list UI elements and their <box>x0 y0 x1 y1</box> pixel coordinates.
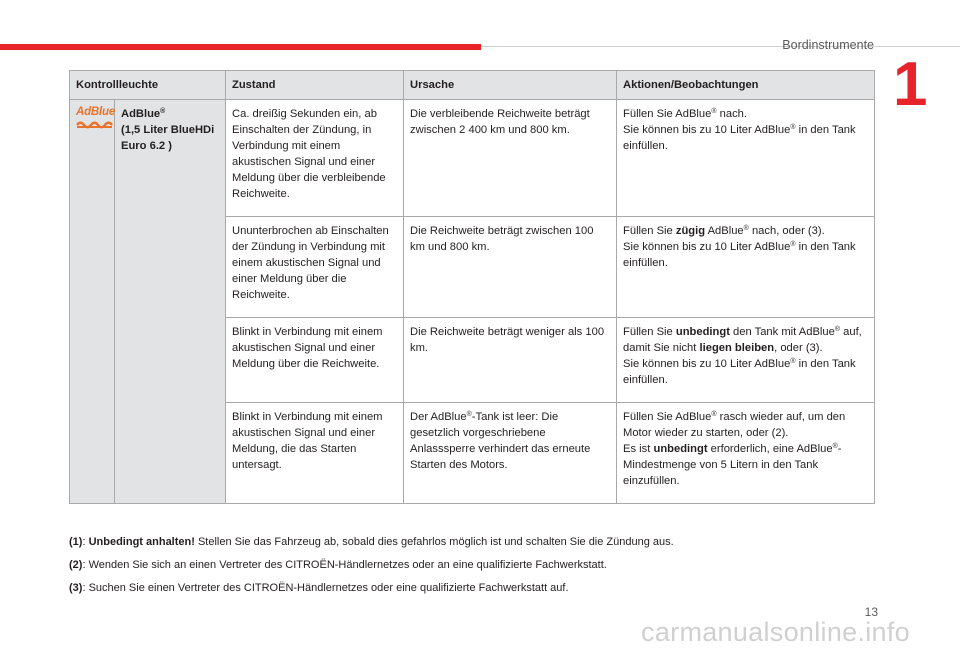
footnote-3 <box>69 581 899 595</box>
aktionen-cell <box>617 318 875 403</box>
footnote-text: : Suchen Sie einen Vertreter des CITROËN-Händlernetzes oder eine qualifizierte Fachwerkstatt auf. <box>82 582 569 594</box>
action-text: in den Tank einfüllen. <box>623 124 856 152</box>
header-ursache: Ursache <box>404 71 617 100</box>
aktionen-cell <box>617 100 875 217</box>
action-text: den Tank mit AdBlue <box>729 326 835 338</box>
registered-mark: ® <box>466 411 472 418</box>
footnote-ref: (3) <box>69 582 83 594</box>
action-text: Sie können bis zu 10 Liter AdBlue <box>623 358 791 370</box>
footnote-emphasis: Unbedingt anhalten! <box>88 536 195 548</box>
page-number: 13 <box>864 605 878 619</box>
cause-text: Der AdBlue <box>410 411 467 423</box>
ursache-cell: Die verbleibende Reichweite beträgt zwischen 2 400 km und 800 km. <box>404 100 617 217</box>
header-kontrollleuchte: Kontrollleuchte <box>70 71 226 100</box>
footnote-text: : Wenden Sie sich an einen Vertreter des CITROËN-Händlernetzes oder an eine qualifizierte Fachwerkstatt. <box>82 559 607 571</box>
table-header-row <box>70 71 875 100</box>
footnote-ref: (2) <box>69 559 83 571</box>
warning-name: AdBlue <box>121 108 161 120</box>
registered-mark: ® <box>711 108 717 115</box>
action-text: -Mindestmenge von 5 Litern in den Tank einzufüllen. <box>623 443 842 487</box>
watermark: carmanualsonline.info <box>641 617 910 647</box>
warning-name-cell <box>115 100 226 504</box>
action-emphasis: liegen bleiben <box>699 342 775 354</box>
action-text: , oder (3). <box>774 342 823 354</box>
header-divider <box>481 46 960 47</box>
aktionen-cell <box>617 403 875 504</box>
registered-mark: ® <box>790 124 796 131</box>
footnote-2 <box>69 558 899 572</box>
action-text: nach. <box>716 108 747 120</box>
zustand-cell: Ca. dreißig Sekunden ein, ab Einschalten der Zündung, in Verbindung mit einem akustischen Signal und einer Meldung über die verbleibende Reichweite. <box>226 100 404 217</box>
footnote-ref: (1) <box>69 536 83 548</box>
header-zustand: Zustand <box>226 71 404 100</box>
aktionen-cell <box>617 217 875 318</box>
chapter-number: 1 <box>893 50 928 119</box>
adblue-warning-icon <box>76 106 116 134</box>
action-emphasis: unbedingt <box>675 326 730 338</box>
zustand-cell: Ununterbrochen ab Einschalten der Zündung in Verbindung mit einem akustischen Signal und einer Meldung über die Reichweite. <box>226 217 404 318</box>
registered-mark: ® <box>743 225 749 232</box>
icon-cell <box>70 100 115 504</box>
action-text: Füllen Sie <box>623 225 676 237</box>
registered-mark: ® <box>711 411 717 418</box>
action-text: Sie können bis zu 10 Liter AdBlue <box>623 124 791 136</box>
action-text: Füllen Sie <box>623 326 676 338</box>
action-text: in den Tank einfüllen. <box>623 358 856 386</box>
action-text: nach, oder (3). <box>748 225 825 237</box>
warning-variant: (1,5 Liter BlueHDi Euro 6.2 ) <box>121 124 215 152</box>
action-text: Es ist <box>623 443 654 455</box>
adblue-waves-icon <box>76 120 114 129</box>
section-title: Bordinstrumente <box>782 38 874 52</box>
action-text: auf, damit Sie nicht <box>623 326 862 354</box>
action-text: erforderlich, eine AdBlue <box>707 443 833 455</box>
action-text: Füllen Sie AdBlue <box>623 411 712 423</box>
action-emphasis: zügig <box>675 225 706 237</box>
ursache-cell <box>404 403 617 504</box>
header-accent-bar <box>0 44 481 50</box>
action-emphasis: unbedingt <box>653 443 708 455</box>
registered-mark: ® <box>790 241 796 248</box>
ursache-cell: Die Reichweite beträgt weniger als 100 km. <box>404 318 617 403</box>
footnotes <box>69 535 899 604</box>
footnote-text: Stellen Sie das Fahrzeug ab, sobald dies gefahrlos möglich ist und schalten Sie die Zündung aus. <box>194 536 674 548</box>
table-row <box>70 100 875 217</box>
action-text: Füllen Sie AdBlue <box>623 108 712 120</box>
footnote-1 <box>69 535 899 549</box>
action-text: AdBlue <box>705 225 744 237</box>
adblue-icon-label: AdBlue <box>76 106 116 118</box>
ursache-cell: Die Reichweite beträgt zwischen 100 km und 800 km. <box>404 217 617 318</box>
footnote-colon: : <box>82 536 89 548</box>
registered-mark: ® <box>832 443 838 450</box>
header-aktionen: Aktionen/Beobachtungen <box>617 71 875 100</box>
cause-text: -Tank ist leer: Die gesetzlich vorgeschriebene Anlasssperre verhindert das erneute Starten des Motors. <box>410 411 591 471</box>
zustand-cell: Blinkt in Verbindung mit einem akustischen Signal und einer Meldung, die das Starten untersagt. <box>226 403 404 504</box>
action-text: in den Tank einfüllen. <box>623 241 856 269</box>
registered-mark: ® <box>160 108 166 115</box>
action-text: Sie können bis zu 10 Liter AdBlue <box>623 241 791 253</box>
zustand-cell: Blinkt in Verbindung mit einem akustischen Signal und einer Meldung über die Reichweite. <box>226 318 404 403</box>
action-text: rasch wieder auf, um den Motor wieder zu starten, oder (2). <box>623 411 846 439</box>
warning-light-table <box>69 70 875 504</box>
registered-mark: ® <box>790 358 796 365</box>
registered-mark: ® <box>834 326 841 333</box>
